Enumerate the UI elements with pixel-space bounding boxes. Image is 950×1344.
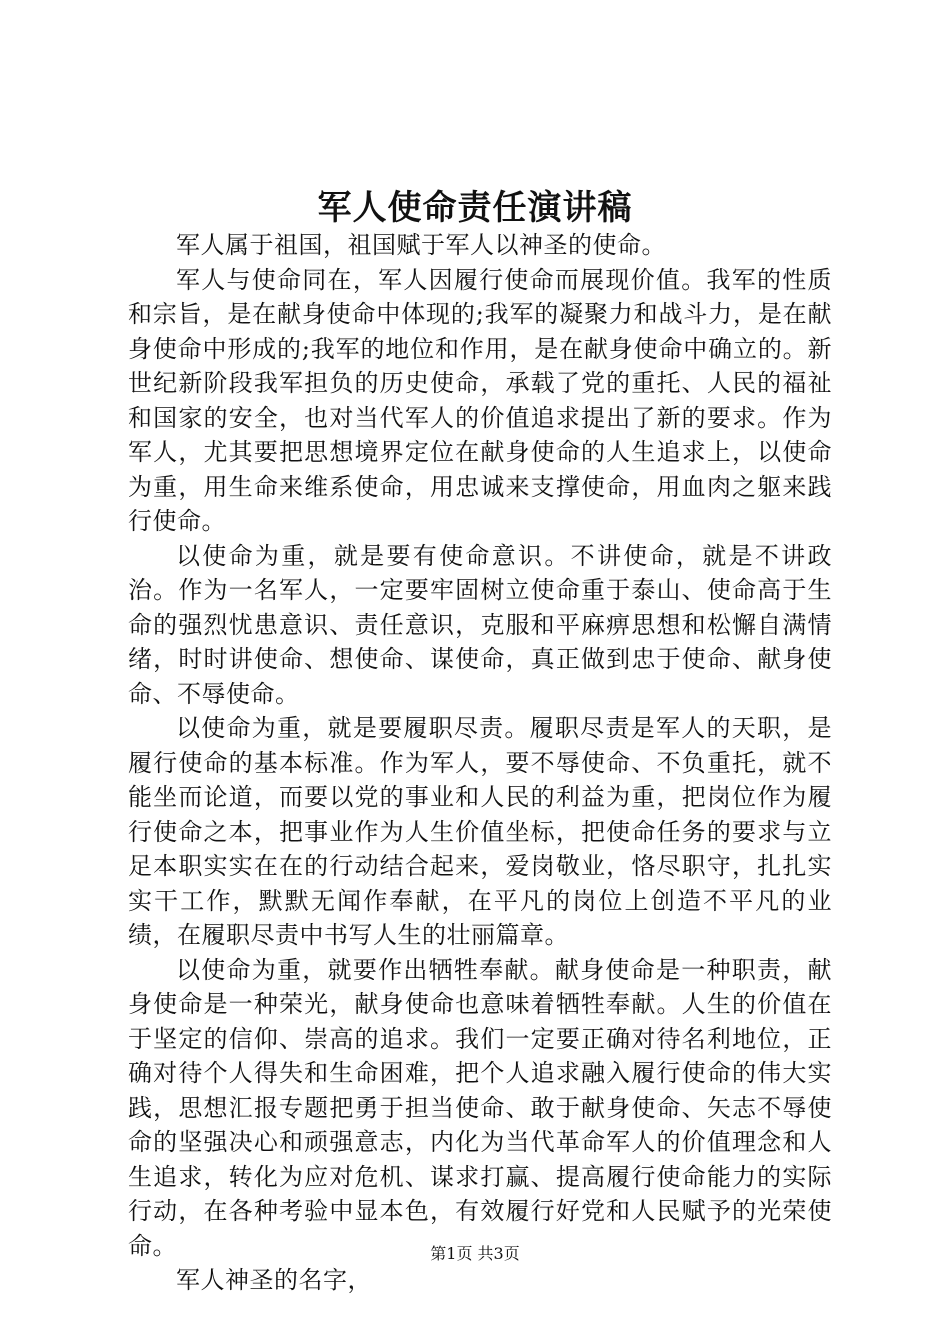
- paragraph-3: 以使命为重，就是要有使命意识。不讲使命，就是不讲政治。作为一名军人，一定要牢固树立使命重于泰山、使命高于生命的强烈忧患意识、责任意识，克服和平麻痹思想和松懈自满情绪，时时讲使命、想使命、谋使命，真正做到忠于使命、献身使命、不辱使命。: [128, 541, 832, 708]
- paragraph-4: 以使命为重，就是要履职尽责。履职尽责是军人的天职，是履行使命的基本标准。作为军人，要不辱使命、不负重托，就不能坐而论道，而要以党的事业和人民的利益为重，把岗位作为履行使命之本，把事业作为人生价值坐标，把使命任务的要求与立足本职实实在在的行动结合起来，爱岗敬业，恪尽职守，扎扎实实干工作，默默无闻作奉献，在平凡的岗位上创造不平凡的业绩，在履职尽责中书写人生的壮丽篇章。: [128, 714, 832, 949]
- page-number-footer: 第1页 共3页: [430, 1244, 520, 1263]
- paragraph-1: 军人属于祖国，祖国赋于军人以神圣的使命。: [176, 231, 666, 259]
- paragraph-5: 以使命为重，就要作出牺牲奉献。献身使命是一种职责，献身使命是一种荣光，献身使命也意味着牺牲奉献。人生的价值在于坚定的信仰、崇高的追求。我们一定要正确对待名利地位，正确对待个人得失和生命困难，把个人追求融入履行使命的伟大实践，思想汇报专题把勇于担当使命、敢于献身使命、矢志不辱使命的坚强决心和顽强意志，内化为当代革命军人的价值理念和人生追求，转化为应对危机、谋求打赢、提高履行使命能力的实际行动，在各种考验中显本色，有效履行好党和人民赋予的光荣使命。: [128, 955, 832, 1260]
- document-title: 军人使命责任演讲稿: [317, 188, 633, 228]
- paragraph-6: 军人神圣的名字，: [176, 1266, 372, 1294]
- document-body: [128, 228, 832, 1298]
- paragraph-2: 军人与使命同在，军人因履行使命而展现价值。我军的性质和宗旨，是在献身使命中体现的;我军的凝聚力和战斗力，是在献身使命中形成的;我军的地位和作用，是在献身使命中确立的。新世纪新阶段我军担负的历史使命，承载了党的重托、人民的福祉和国家的安全，也对当代军人的价值追求提出了新的要求。作为军人，尤其要把思想境界定位在献身使命的人生追求上，以使命为重，用生命来维系使命，用忠诚来支撑使命，用血肉之躯来践行使命。: [128, 265, 832, 535]
